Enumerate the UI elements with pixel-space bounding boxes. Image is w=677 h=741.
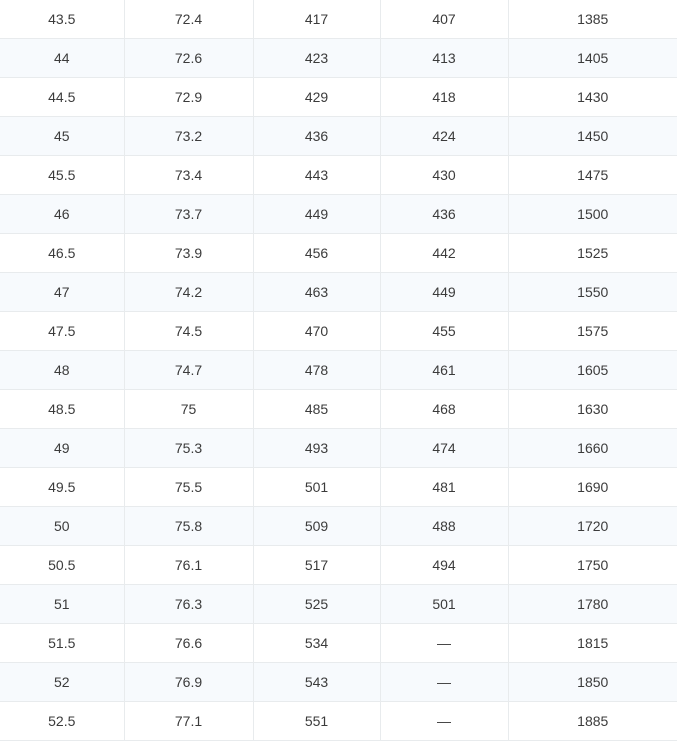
table-cell: 501 (253, 468, 380, 507)
table-cell: 1815 (508, 624, 677, 663)
table-cell: 51 (0, 585, 124, 624)
table-cell: 1385 (508, 0, 677, 39)
table-cell: 45 (0, 117, 124, 156)
table-row (0, 117, 677, 156)
table-cell: 493 (253, 429, 380, 468)
table-cell: 488 (380, 507, 508, 546)
table-cell: 74.5 (124, 312, 253, 351)
table-cell: 423 (253, 39, 380, 78)
table-row (0, 702, 677, 741)
table-cell: 1780 (508, 585, 677, 624)
table-cell: 73.9 (124, 234, 253, 273)
table-cell: 517 (253, 546, 380, 585)
table-cell: 73.7 (124, 195, 253, 234)
table-row (0, 390, 677, 429)
table-cell: 76.9 (124, 663, 253, 702)
table-cell: 1885 (508, 702, 677, 741)
table-cell: 485 (253, 390, 380, 429)
table-cell: 1630 (508, 390, 677, 429)
table-cell: 456 (253, 234, 380, 273)
table-cell: 47.5 (0, 312, 124, 351)
table-cell: 50 (0, 507, 124, 546)
table-cell: 76.1 (124, 546, 253, 585)
table-cell: 407 (380, 0, 508, 39)
table-cell: 44.5 (0, 78, 124, 117)
table-cell: 509 (253, 507, 380, 546)
table-cell: 494 (380, 546, 508, 585)
table-cell: 1500 (508, 195, 677, 234)
table-cell: 74.7 (124, 351, 253, 390)
table-cell: 43.5 (0, 0, 124, 39)
table-cell: 430 (380, 156, 508, 195)
table-cell: 72.4 (124, 0, 253, 39)
table-cell: 481 (380, 468, 508, 507)
table-cell: 1475 (508, 156, 677, 195)
table-row (0, 429, 677, 468)
table-cell: 51.5 (0, 624, 124, 663)
table-row (0, 468, 677, 507)
table-cell: 52 (0, 663, 124, 702)
table-cell: 72.9 (124, 78, 253, 117)
table-row (0, 156, 677, 195)
table-row (0, 546, 677, 585)
table-row (0, 507, 677, 546)
table-cell: 449 (380, 273, 508, 312)
table-row (0, 663, 677, 702)
table-cell: 413 (380, 39, 508, 78)
table-cell: 470 (253, 312, 380, 351)
table-cell: 47 (0, 273, 124, 312)
table-cell: — (380, 624, 508, 663)
table-cell: 45.5 (0, 156, 124, 195)
table-cell: 501 (380, 585, 508, 624)
table-cell: 73.2 (124, 117, 253, 156)
table-cell: 1525 (508, 234, 677, 273)
table-cell: 424 (380, 117, 508, 156)
table-row (0, 195, 677, 234)
table-cell: 1575 (508, 312, 677, 351)
table-cell: 429 (253, 78, 380, 117)
table-cell: 44 (0, 39, 124, 78)
table-row (0, 312, 677, 351)
table-cell: 468 (380, 390, 508, 429)
table-cell: 1850 (508, 663, 677, 702)
table-cell: 1405 (508, 39, 677, 78)
table-cell: 525 (253, 585, 380, 624)
table-row (0, 624, 677, 663)
table-cell: 46.5 (0, 234, 124, 273)
table-cell: 75.3 (124, 429, 253, 468)
table-cell: — (380, 663, 508, 702)
table-cell: 461 (380, 351, 508, 390)
table-cell: 543 (253, 663, 380, 702)
table-row (0, 351, 677, 390)
table-cell: 75.8 (124, 507, 253, 546)
table-row (0, 39, 677, 78)
table-cell: 1690 (508, 468, 677, 507)
table-cell: 1550 (508, 273, 677, 312)
table-cell: 417 (253, 0, 380, 39)
table-cell: 76.3 (124, 585, 253, 624)
table-cell: 443 (253, 156, 380, 195)
table-cell: 49 (0, 429, 124, 468)
table-cell: — (380, 702, 508, 741)
table-row (0, 234, 677, 273)
table-cell: 48.5 (0, 390, 124, 429)
table-cell: 463 (253, 273, 380, 312)
table-cell: 436 (253, 117, 380, 156)
table-cell: 77.1 (124, 702, 253, 741)
table-cell: 73.4 (124, 156, 253, 195)
table-row (0, 78, 677, 117)
table-cell: 436 (380, 195, 508, 234)
table-cell: 50.5 (0, 546, 124, 585)
table-cell: 442 (380, 234, 508, 273)
table-cell: 1660 (508, 429, 677, 468)
table-cell: 418 (380, 78, 508, 117)
table-row (0, 273, 677, 312)
table-cell: 474 (380, 429, 508, 468)
table-row (0, 585, 677, 624)
table-cell: 455 (380, 312, 508, 351)
table-cell: 478 (253, 351, 380, 390)
table-cell: 534 (253, 624, 380, 663)
table-cell: 1605 (508, 351, 677, 390)
table-cell: 76.6 (124, 624, 253, 663)
table-cell: 52.5 (0, 702, 124, 741)
table-cell: 46 (0, 195, 124, 234)
table-cell: 75 (124, 390, 253, 429)
table-cell: 1450 (508, 117, 677, 156)
table-cell: 74.2 (124, 273, 253, 312)
table-cell: 1720 (508, 507, 677, 546)
table-cell: 1750 (508, 546, 677, 585)
table-cell: 48 (0, 351, 124, 390)
table-row (0, 0, 677, 39)
table-cell: 449 (253, 195, 380, 234)
table-cell: 72.6 (124, 39, 253, 78)
table-cell: 551 (253, 702, 380, 741)
table-cell: 75.5 (124, 468, 253, 507)
table-cell: 49.5 (0, 468, 124, 507)
table-cell: 1430 (508, 78, 677, 117)
